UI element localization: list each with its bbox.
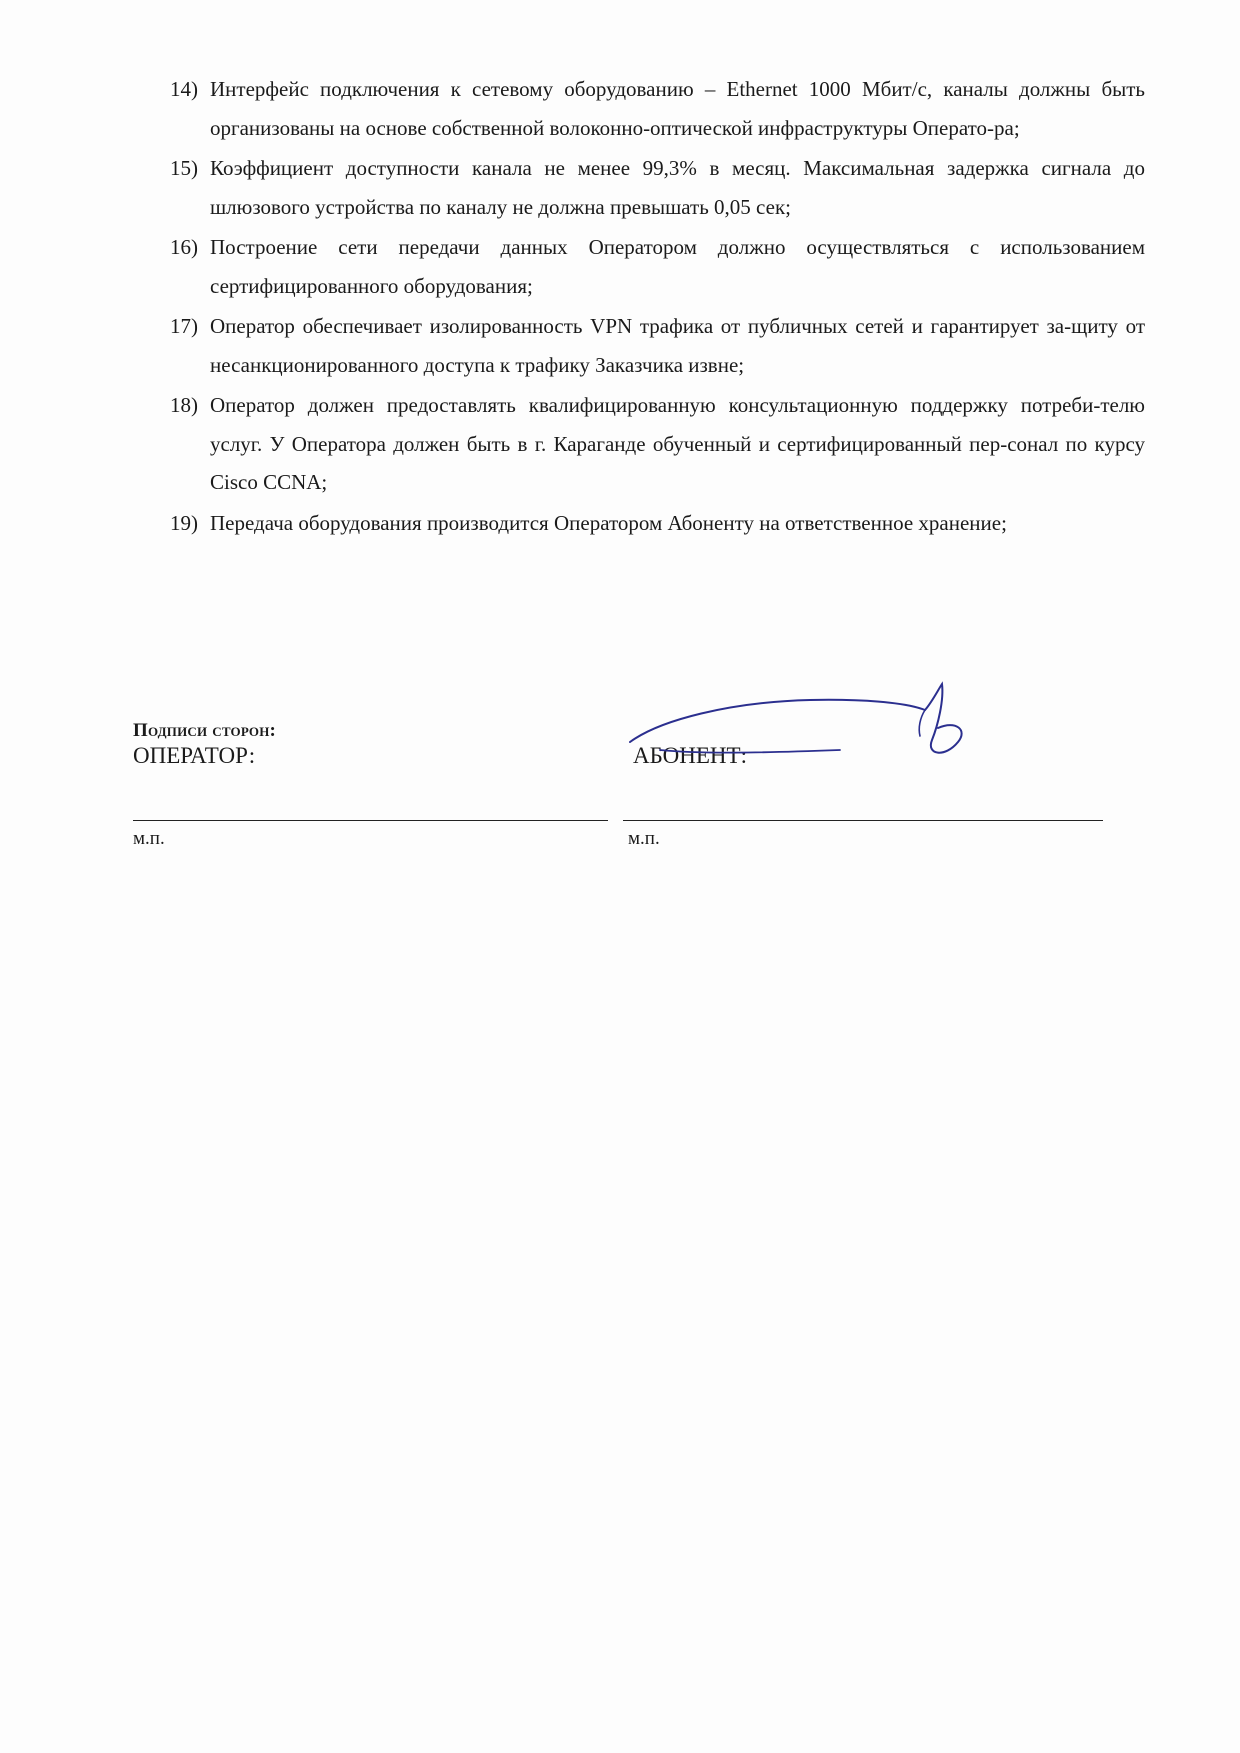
item-text: Оператор обеспечивает изолированность VPN трафика от публичных сетей и гарантирует за-щиту от несанкционированного доступа к трафику Заказчика извне; <box>210 314 1145 377</box>
requirements-list <box>170 70 1145 544</box>
list-item <box>170 228 1145 305</box>
item-text: Передача оборудования производится Оператором Абоненту на ответственное хранение; <box>210 510 1007 535</box>
item-number: 15) <box>170 156 198 180</box>
list-item <box>170 307 1145 384</box>
item-number: 14) <box>170 77 198 101</box>
operator-label: ОПЕРАТОР: <box>133 743 256 768</box>
subscriber-label: АБОНЕНТ: <box>633 743 747 768</box>
item-number: 16) <box>170 235 198 259</box>
item-text: Коэффициент доступности канала не менее 99,3% в месяц. Максимальная задержка сигнала до шлюзового устройства по каналу не должна превышать 0,05 сек; <box>210 156 1145 219</box>
item-number: 19) <box>170 510 198 535</box>
operator-signature-line <box>133 820 608 821</box>
item-number: 18) <box>170 393 198 417</box>
signatures-heading: Подписи сторон: <box>133 720 277 741</box>
subscriber-stamp-label: м.п. <box>628 828 660 849</box>
list-item <box>170 386 1145 502</box>
item-text: Оператор должен предоставлять квалифицированную консультационную поддержку потреби-телю услуг. У Оператора должен быть в г. Караганде обученный и сертифицированный пер-сонал по курсу Cisco CCNA; <box>210 393 1145 494</box>
item-number: 17) <box>170 314 198 338</box>
list-item <box>170 504 1145 543</box>
list-item <box>170 70 1145 147</box>
subscriber-signature-line <box>623 820 1103 821</box>
operator-stamp-label: м.п. <box>133 828 165 849</box>
list-item <box>170 149 1145 226</box>
item-text: Построение сети передачи данных Оператором должно осуществляться с использованием сертифицированного оборудования; <box>210 235 1145 298</box>
handwritten-signature <box>620 680 980 790</box>
item-text: Интерфейс подключения к сетевому оборудованию – Ethernet 1000 Мбит/с, каналы должны быть организованы на основе собственной волоконно-оптической инфраструктуры Операто-ра; <box>210 77 1145 140</box>
